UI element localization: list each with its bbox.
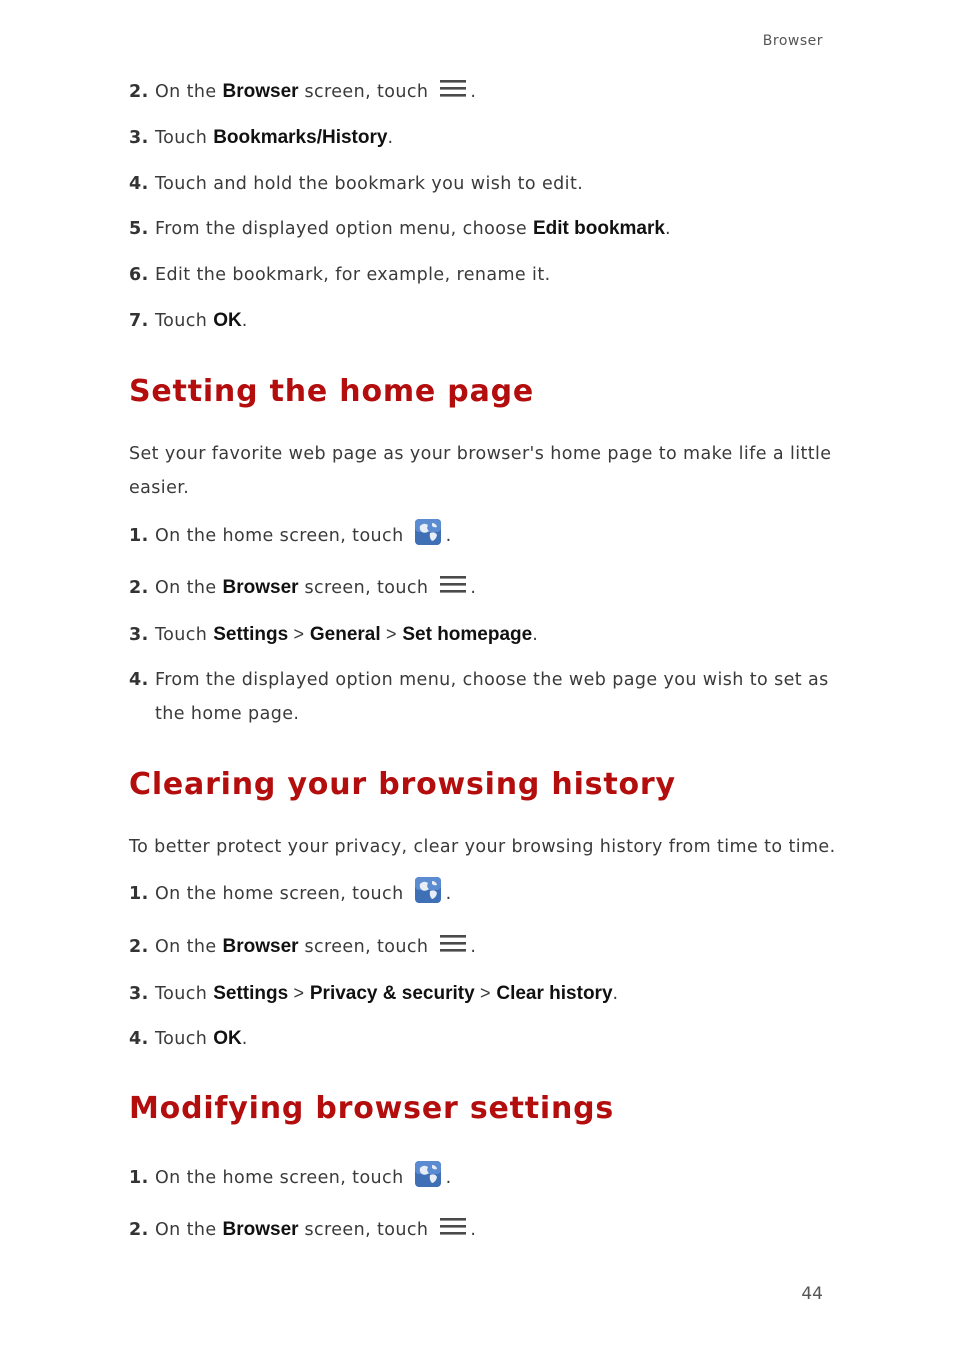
menu-icon	[438, 77, 468, 99]
home-step-4: 4. From the displayed option menu, choose the web page you wish to set as the home page.	[129, 670, 829, 724]
home-step-2: 2. On the Browser screen, touch .	[129, 571, 829, 605]
step-top-3: 3. Touch Bookmarks/History.	[129, 127, 394, 148]
menu-icon	[438, 932, 468, 954]
modify-step-1: 1. On the home screen, touch .	[129, 1161, 829, 1195]
clear-step-3: 3. Touch Settings > Privacy & security > Clear history.	[129, 983, 619, 1004]
step-top-6: 6. Edit the bookmark, for example, rename it.	[129, 265, 551, 285]
step-top-5: 5. From the displayed option menu, choose Edit bookmark.	[129, 218, 671, 239]
section-title-clear-history: Clearing your browsing history	[129, 767, 676, 802]
page-number: 44	[801, 1284, 823, 1304]
menu-icon	[438, 573, 468, 595]
section-intro-home-page: Set your favorite web page as your browser's home page to make life a little easier.	[129, 444, 832, 498]
section-title-modify-settings: Modifying browser settings	[129, 1091, 615, 1126]
step-top-7: 7. Touch OK.	[129, 310, 248, 331]
clear-step-4: 4. Touch OK.	[129, 1028, 248, 1049]
home-step-3: 3. Touch Settings > General > Set homepage.	[129, 624, 539, 645]
step-top-4: 4. Touch and hold the bookmark you wish to edit.	[129, 174, 584, 194]
browser-globe-icon	[414, 518, 442, 546]
browser-globe-icon	[414, 1160, 442, 1188]
home-step-1: 1. On the home screen, touch .	[129, 519, 829, 553]
section-title-home-page: Setting the home page	[129, 374, 535, 409]
clear-step-2: 2. On the Browser screen, touch .	[129, 930, 829, 964]
modify-step-2: 2. On the Browser screen, touch .	[129, 1213, 829, 1247]
browser-globe-icon	[414, 876, 442, 904]
running-header: Browser	[762, 33, 823, 49]
section-intro-clear-history: To better protect your privacy, clear your browsing history from time to time.	[129, 837, 836, 857]
step-top-2: 2. On the Browser screen, touch .	[129, 75, 829, 109]
clear-step-1: 1. On the home screen, touch .	[129, 877, 829, 911]
menu-icon	[438, 1215, 468, 1237]
